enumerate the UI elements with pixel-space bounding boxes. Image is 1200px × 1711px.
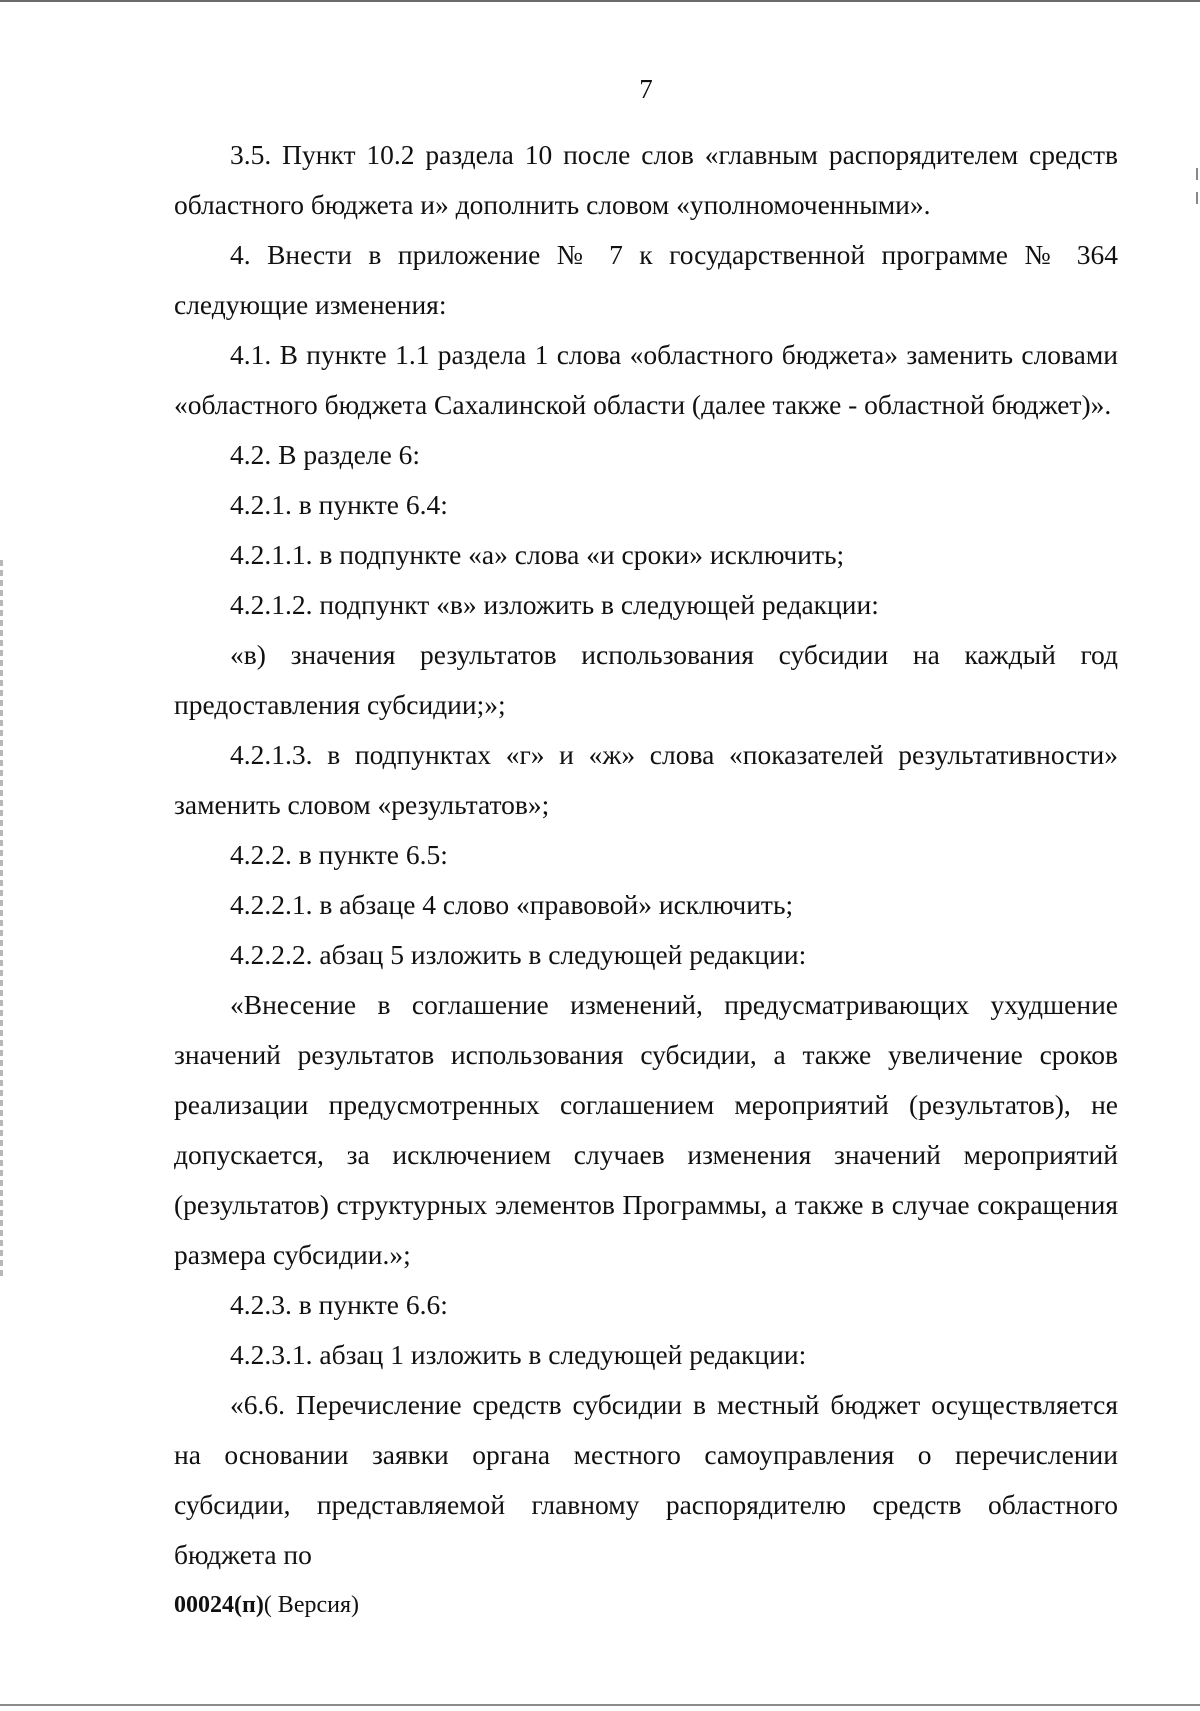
paragraph-4-2-1-1: 4.2.1.1. в подпункте «а» слова «и сроки» исключить; [230,539,845,570]
paragraph-4-2-2-1: 4.2.2.1. в абзаце 4 слово «правовой» исключить; [230,889,794,920]
paragraph-4: 4. Внести в приложение № 7 к государственной программе № 364 следующие изменения: [174,239,1118,320]
paragraph-4-2-1: 4.2.1. в пункте 6.4: [230,489,448,520]
paragraph-4-2: 4.2. В разделе 6: [230,439,421,470]
document-version: ( Версия) [263,1592,359,1618]
scan-marks-right [1196,168,1198,208]
paragraph-4-2-1-2: 4.2.1.2. подпункт «в» изложить в следующей редакции: [230,589,879,620]
paragraph-4-2-3: 4.2.3. в пункте 6.6: [230,1289,448,1320]
paragraph-4-1: 4.1. В пункте 1.1 раздела 1 слова «областного бюджета» заменить словами «областного бюджета Сахалинской области (далее также - областной бюджет)». [174,339,1118,420]
paragraph-quote-v: «в) значения результатов использования субсидии на каждый год предоставления субсидии;»; [174,639,1118,720]
paragraph-4-2-2: 4.2.2. в пункте 6.5: [230,839,448,870]
paragraph-4-2-2-2: 4.2.2.2. абзац 5 изложить в следующей редакции: [230,939,807,970]
paragraph-quote-6-6: «6.6. Перечисление средств субсидии в местный бюджет осуществляется на основании заявки органа местного самоуправления о перечислении субсидии, представляемой главному распорядителю средств областного бюджета по [174,1389,1118,1570]
paragraph-4-2-3-1: 4.2.3.1. абзац 1 изложить в следующей редакции: [230,1339,807,1370]
scan-edge-left [0,560,3,1280]
page-number: 7 [639,74,653,104]
paragraph-4-2-1-3: 4.2.1.3. в подпунктах «г» и «ж» слова «показателей результативности» заменить словом «результатов»; [174,739,1118,820]
document-body [174,130,1118,1580]
scan-edge-bottom [0,1704,1200,1706]
document-footer [174,1592,359,1619]
document-code: 00024(п) [174,1592,264,1618]
paragraph-3-5: 3.5. Пункт 10.2 раздела 10 после слов «главным распорядителем средств областного бюджета и» дополнить словом «уполномоченными». [174,139,1118,220]
scan-edge-top [0,0,1200,2]
paragraph-quote-amendment: «Внесение в соглашение изменений, предусматривающих ухудшение значений результатов использования субсидии, а также увеличение сроков реализации предусмотренных соглашением мероприятий (результатов), не допускается, за исключением случаев изменения значений мероприятий (результатов) структурных элементов Программы, а также в случае сокращения размера субсидии.»; [174,989,1118,1270]
